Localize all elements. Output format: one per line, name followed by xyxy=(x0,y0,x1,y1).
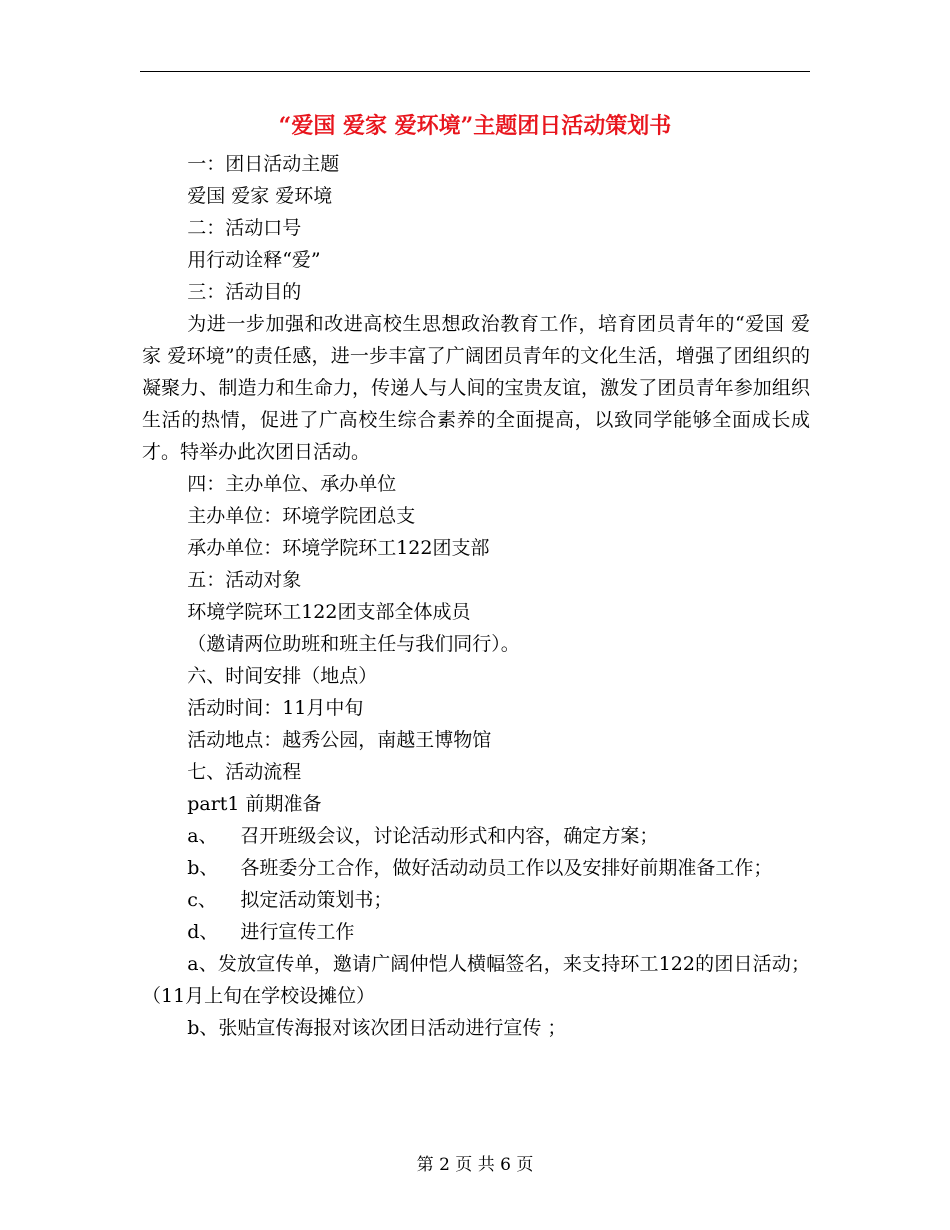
list-item-label: a、 xyxy=(187,825,218,847)
section-heading-purpose: 三：活动目的 xyxy=(187,281,302,303)
list-item-label: d、 xyxy=(187,921,219,943)
list-item-label: b、 xyxy=(187,857,219,879)
list-item xyxy=(142,820,810,852)
list-item-text: 进行宣传工作 xyxy=(240,921,355,943)
slogan-text: 用行动诠释“爱” xyxy=(187,249,321,271)
part1-heading: part1 前期准备 xyxy=(187,793,322,815)
activity-time: 活动时间：11月中旬 xyxy=(187,697,364,719)
host-organizer: 主办单位：环境学院团总支 xyxy=(187,505,416,527)
page-footer: 第 2 页 共 6 页 xyxy=(416,1155,534,1175)
list-item xyxy=(142,916,810,948)
list-item-label: c、 xyxy=(187,889,217,911)
section-heading-schedule: 六、时间安排（地点） xyxy=(187,665,378,687)
section-heading-organizers: 四：主办单位、承办单位 xyxy=(187,473,397,495)
header-rule xyxy=(140,71,810,72)
list-item-text: 拟定活动策划书； xyxy=(240,889,393,911)
section-heading-slogan: 二：活动口号 xyxy=(187,217,302,239)
participants-text: 环境学院环工122团支部全体成员 xyxy=(187,601,471,623)
list-item-text: 召开班级会议，讨论活动形式和内容，确定方案； xyxy=(240,825,659,847)
participants-note: （邀请两位助班和班主任与我们同行）。 xyxy=(187,633,520,655)
co-organizer: 承办单位：环境学院环工122团支部 xyxy=(187,537,490,559)
section-heading-theme: 一：团日活动主题 xyxy=(187,153,340,175)
publicity-item-a: a、发放宣传单，邀请广阔仲恺人横幅签名，来支持环工122的团日活动；（11月上旬在学校设摊位） xyxy=(142,953,810,1007)
section-heading-process: 七、活动流程 xyxy=(187,761,302,783)
list-item xyxy=(142,884,810,916)
activity-location: 活动地点：越秀公园，南越王博物馆 xyxy=(187,729,492,751)
document-title: “爱国 爱家 爱环境”主题团日活动策划书 xyxy=(278,113,672,139)
purpose-text: 为进一步加强和改进高校生思想政治教育工作，培育团员青年的“爱国 爱家 爱环境”的责任感，进一步丰富了广阔团员青年的文化生活，增强了团组织的凝聚力、制造力和生命力，传递人与人间的宝贵友谊，激发了团员青年参加组织生活的热情，促进了广高校生综合素养的全面提高，以致同学能够全面成长成才。特举办此次团日活动。 xyxy=(142,313,810,463)
theme-text: 爱国 爱家 爱环境 xyxy=(187,185,333,207)
section-heading-participants: 五：活动对象 xyxy=(187,569,302,591)
list-item xyxy=(142,852,810,884)
publicity-item-b: b、张贴宣传海报对该次团日活动进行宣传 ； xyxy=(187,1017,567,1039)
document-body xyxy=(142,148,810,1044)
list-item-text: 各班委分工合作，做好活动动员工作以及安排好前期准备工作； xyxy=(240,857,773,879)
